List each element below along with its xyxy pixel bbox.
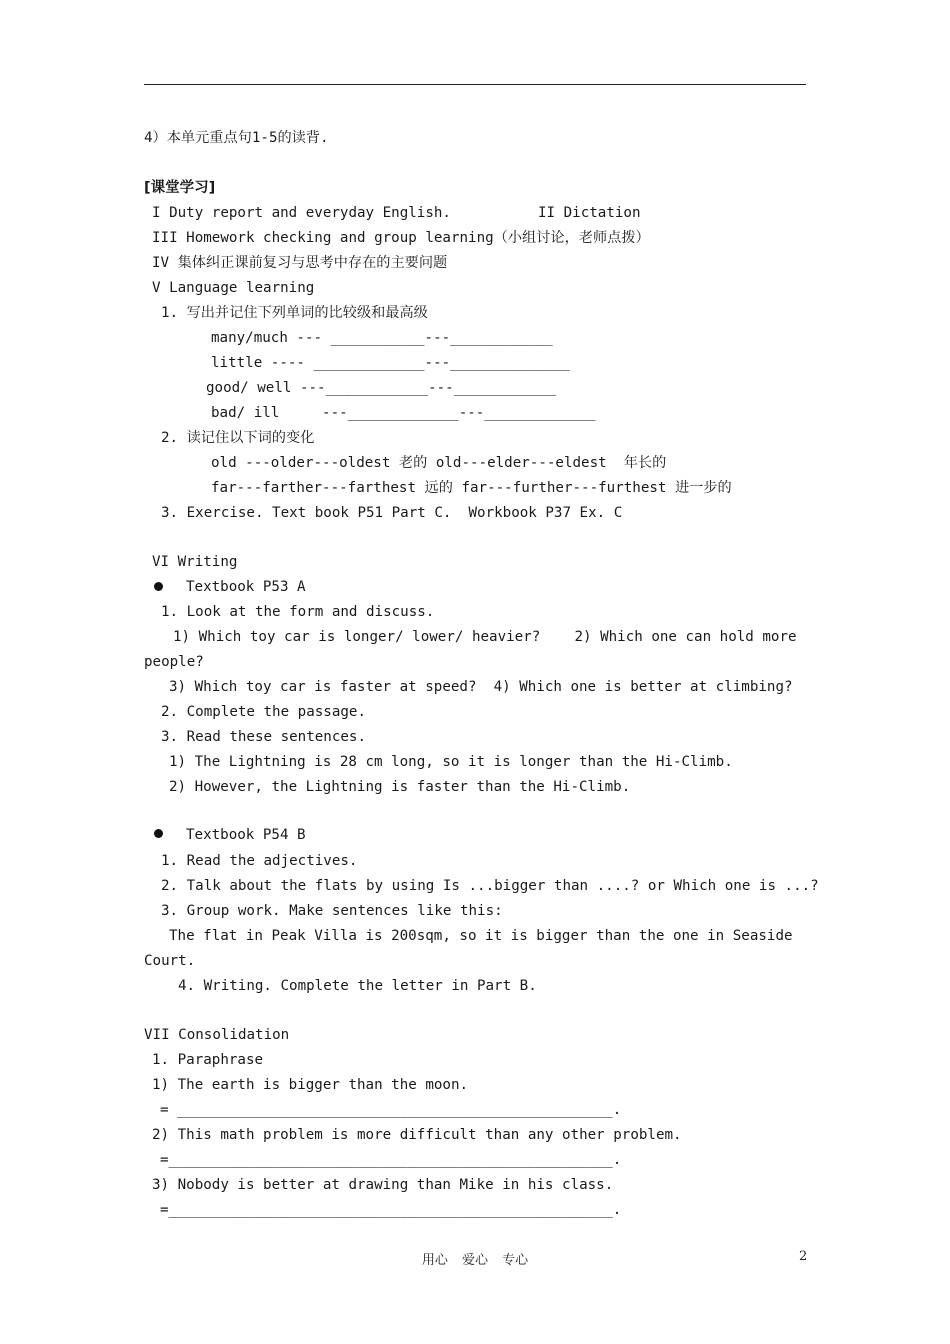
- step-2: II Dictation: [538, 205, 641, 221]
- writing-title: VI Writing: [152, 554, 238, 570]
- step-5: V Language learning: [152, 280, 315, 296]
- word-row-bad: bad/ ill ---_____________---_____________: [211, 405, 596, 421]
- bullet-b: [154, 829, 163, 838]
- writing-b-2: 2. Talk about the flats by using Is ...bigger than ....? or Which one is ...?: [161, 878, 819, 894]
- writing-a-questions-2: people?: [144, 654, 204, 670]
- word-row-little: little ---- _____________---______________: [211, 355, 570, 371]
- writing-b-3: 3. Group work. Make sentences like this:: [161, 903, 503, 919]
- paraphrase-q3: 3) Nobody is better at drawing than Mike in his class.: [152, 1177, 614, 1193]
- variation-far: far---farther---farthest 远的 far---further---furthest 进一步的: [211, 480, 732, 496]
- paraphrase-heading: 1. Paraphrase: [152, 1052, 264, 1068]
- header-rule: [144, 84, 806, 85]
- writing-a-2: 2. Complete the passage.: [161, 704, 366, 720]
- paraphrase-a2: =____________________________________________________.: [160, 1152, 622, 1168]
- lang-task-3: 3. Exercise. Text book P51 Part C. Workbook P37 Ex. C: [161, 505, 623, 521]
- intro-line: 4）本单元重点句1-5的读背.: [144, 130, 329, 146]
- section-title: [课堂学习]: [144, 180, 216, 196]
- writing-a-questions-1: 1) Which toy car is longer/ lower/ heavier? 2) Which one can hold more: [173, 629, 797, 645]
- paraphrase-q1: 1) The earth is bigger than the moon.: [152, 1077, 469, 1093]
- writing-b-1: 1. Read the adjectives.: [161, 853, 358, 869]
- writing-b-4: 4. Writing. Complete the letter in Part B.: [178, 978, 537, 994]
- paraphrase-a3: =____________________________________________________.: [160, 1202, 622, 1218]
- textbook-b-heading: Textbook P54 B: [186, 827, 306, 843]
- step-4: IV 集体纠正课前复习与思考中存在的主要问题: [152, 255, 448, 271]
- paraphrase-a1: = ___________________________________________________.: [160, 1102, 622, 1118]
- page-number: 2: [799, 1249, 808, 1264]
- word-row-good: good/ well ---____________---____________: [206, 380, 557, 396]
- writing-a-3-sentence-1: 1) The Lightning is 28 cm long, so it is longer than the Hi-Climb.: [169, 754, 733, 770]
- step-3: III Homework checking and group learning（小组讨论，老师点拨）: [152, 230, 650, 246]
- writing-a-3: 3. Read these sentences.: [161, 729, 366, 745]
- writing-b-3-example-1: The flat in Peak Villa is 200sqm, so it is bigger than the one in Seaside: [169, 928, 793, 944]
- writing-a-3-sentence-2: 2) However, the Lightning is faster than the Hi-Climb.: [169, 779, 631, 795]
- footer-motto: 用心 爱心 专心: [421, 1253, 529, 1268]
- word-row-many: many/much --- ___________---____________: [211, 330, 553, 346]
- paraphrase-q2: 2) This math problem is more difficult than any other problem.: [152, 1127, 682, 1143]
- writing-a-questions-3: 3) Which toy car is faster at speed? 4) Which one is better at climbing?: [169, 679, 793, 695]
- textbook-a-heading: Textbook P53 A: [186, 579, 306, 595]
- consolidation-title: VII Consolidation: [144, 1027, 290, 1043]
- lang-task-2: 2. 读记住以下词的变化: [161, 430, 315, 446]
- writing-a-1: 1. Look at the form and discuss.: [161, 604, 435, 620]
- step-1: I Duty report and everyday English.: [152, 205, 451, 221]
- lang-task-1: 1. 写出并记住下列单词的比较级和最高级: [161, 305, 428, 321]
- variation-old: old ---older---oldest 老的 old---elder---eldest 年长的: [211, 455, 667, 471]
- writing-b-3-example-2: Court.: [144, 953, 196, 969]
- bullet-a: [154, 582, 163, 591]
